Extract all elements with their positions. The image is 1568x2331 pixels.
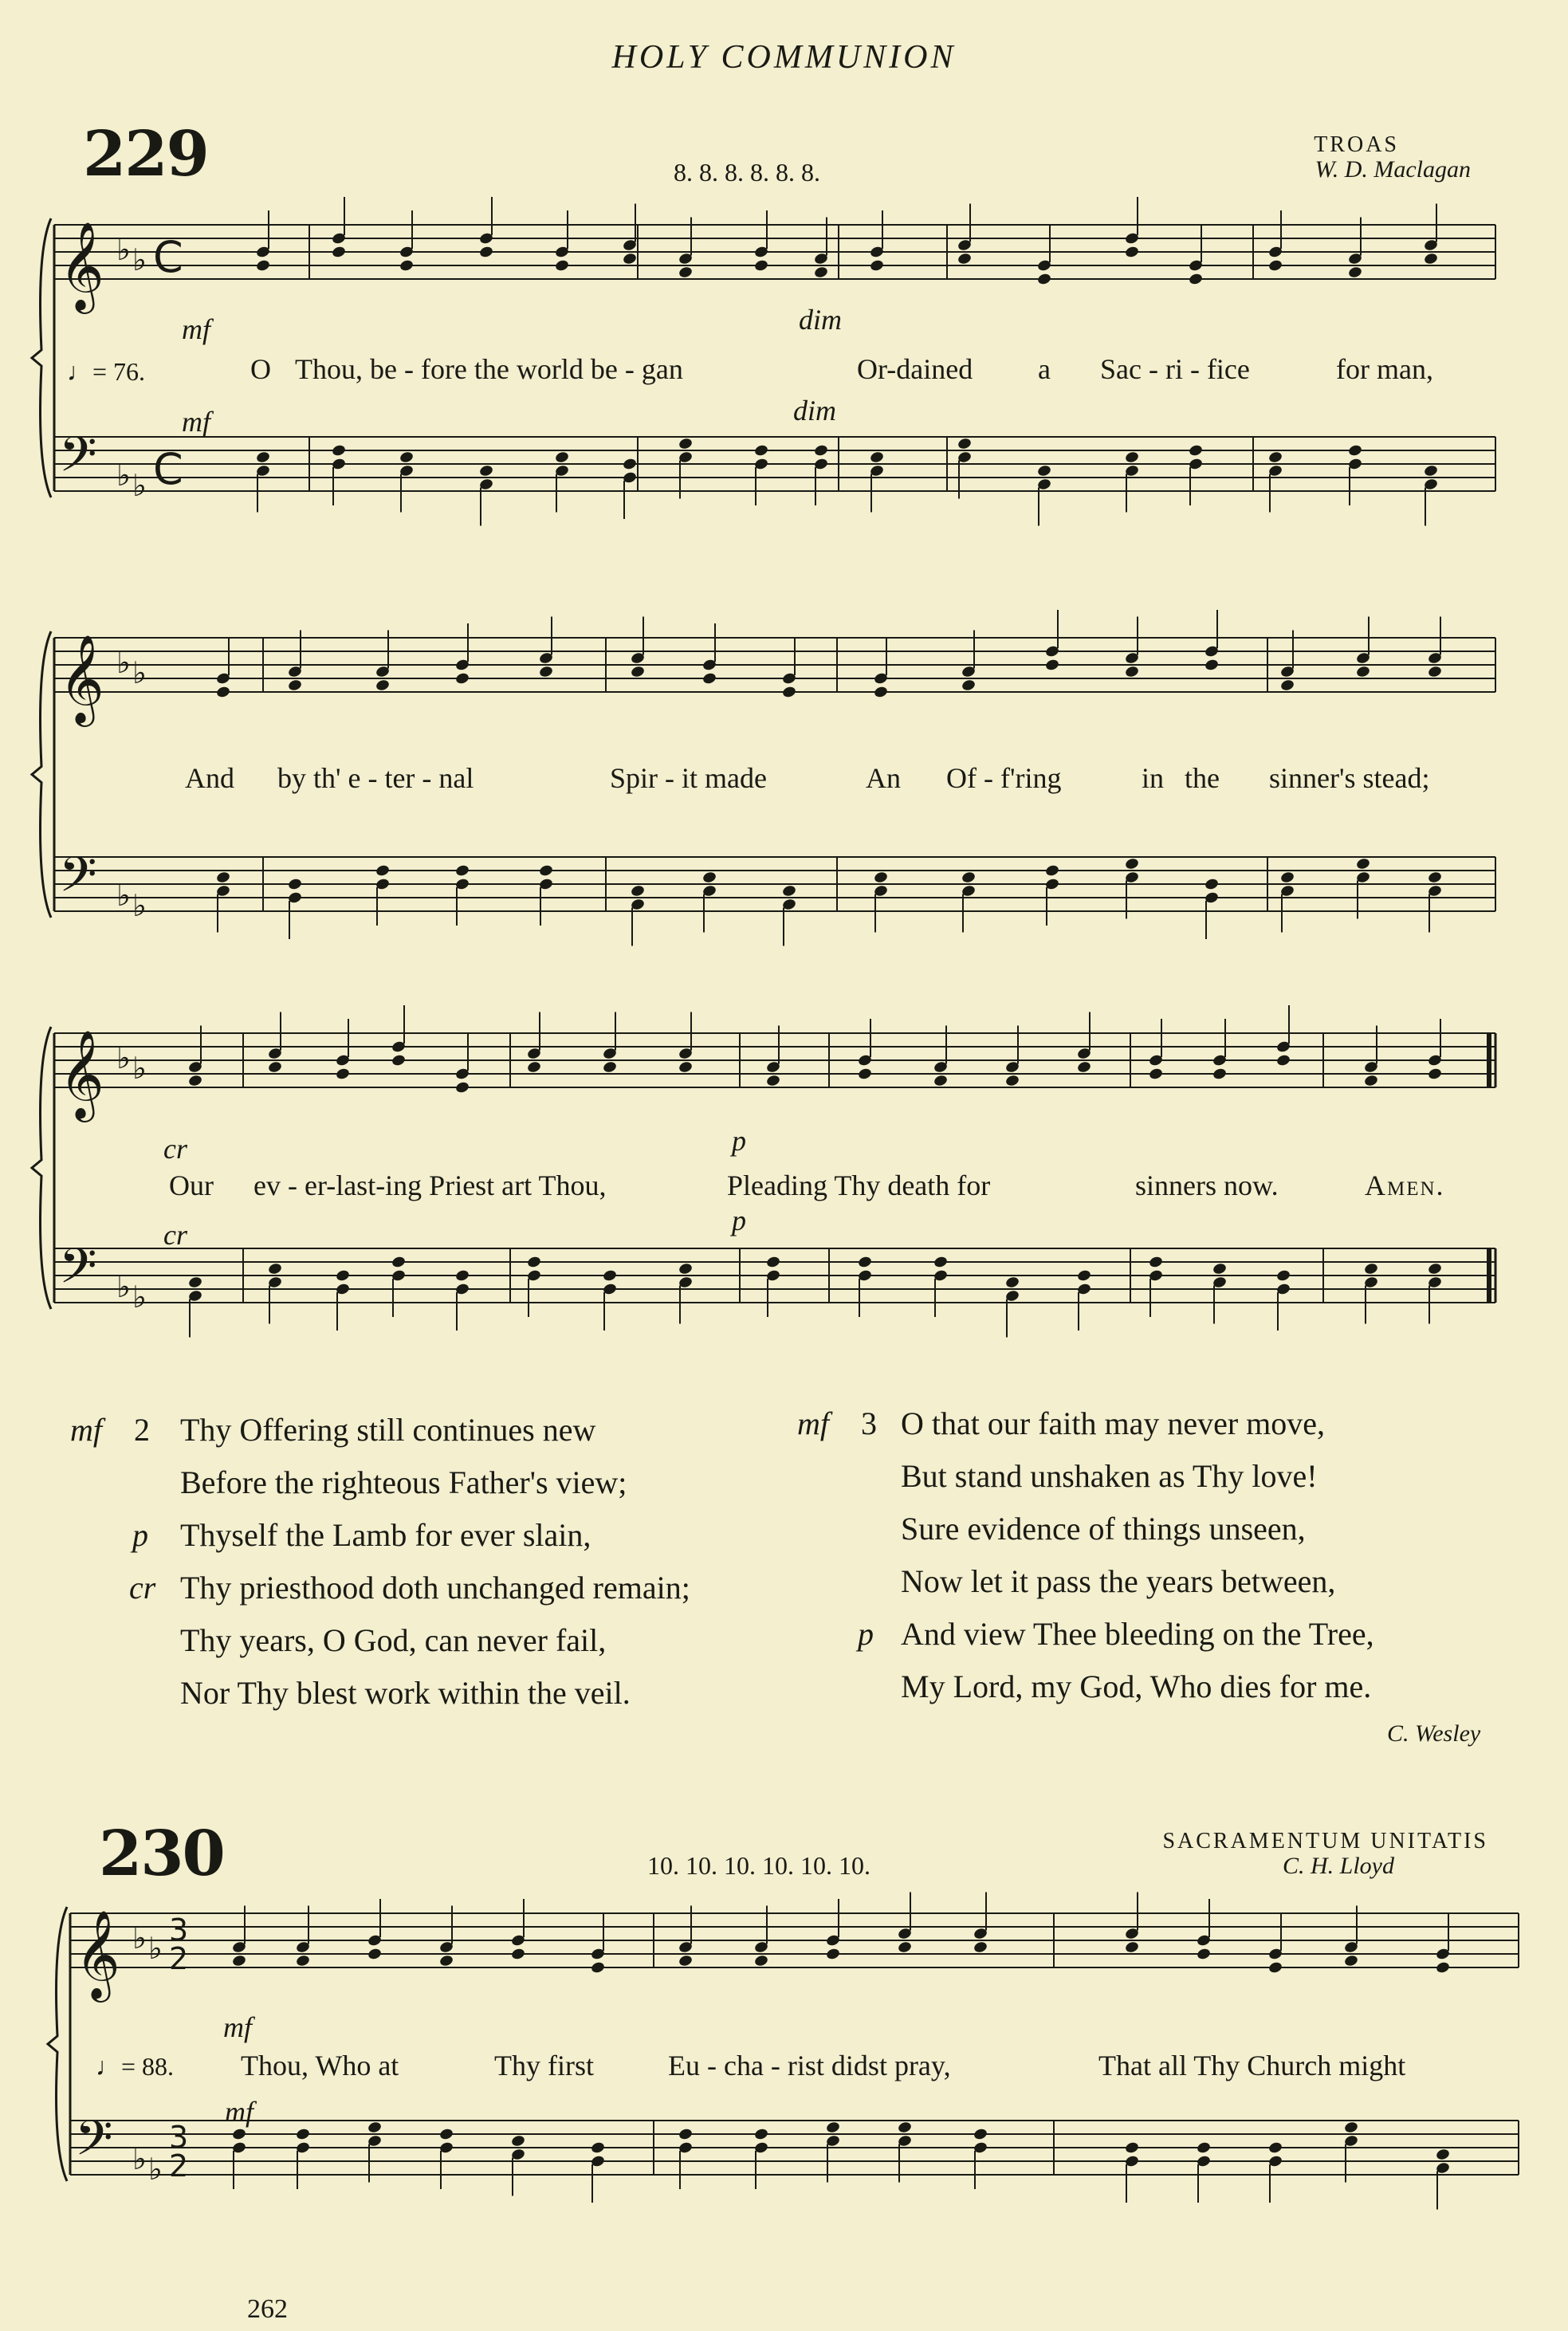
note-head [1435, 1961, 1450, 1975]
dynamic-mark: mf [225, 2096, 253, 2128]
dynamic-mark: p [732, 1205, 746, 1236]
flat-icon: ♭ [132, 2141, 147, 2176]
note-head [215, 686, 230, 699]
note-head [454, 672, 470, 686]
note-head [335, 1269, 350, 1283]
note-head [1212, 1067, 1227, 1081]
note-head [622, 458, 637, 471]
note-head [454, 864, 470, 878]
flat-icon: ♭ [148, 1931, 163, 1966]
note-head [1267, 2141, 1283, 2155]
note-head [753, 259, 768, 273]
quarter-note-icon: ♩ [96, 2052, 121, 2081]
quarter-note-icon: ♩ [67, 357, 92, 386]
note-head [255, 450, 270, 464]
treble-clef-icon: 𝄞 [59, 221, 104, 310]
note-head [630, 884, 645, 898]
note-head [1148, 1067, 1163, 1081]
note-head [701, 672, 717, 686]
note-head [753, 2128, 768, 2141]
verse-line: Nor Thy blest work within the veil. [180, 1675, 631, 1711]
system-brace [32, 631, 51, 918]
note-head [973, 2128, 988, 2141]
note-head [1124, 1940, 1139, 1954]
lyric-syllable: Our [169, 1169, 214, 1201]
note-head [1279, 871, 1295, 884]
note-head [510, 1948, 525, 1961]
dynamic-mark: dim [799, 304, 842, 336]
note-head [1124, 857, 1139, 871]
common-time-icon: C [153, 444, 183, 494]
lyric-syllable: a [1038, 353, 1051, 385]
time-sig-bottom: 2 [169, 1941, 189, 1976]
note-head [1076, 1060, 1091, 1074]
note-head [187, 1276, 202, 1289]
note-head [1044, 658, 1059, 672]
note-head [187, 1074, 202, 1087]
note-head [622, 252, 637, 265]
verse-line: And view Thee bleeding on the Tree, [901, 1616, 1374, 1652]
verse-line: But stand unshaken as Thy love! [901, 1458, 1318, 1494]
note-head [961, 678, 976, 692]
note-head [630, 665, 645, 678]
note-head [1427, 1067, 1442, 1081]
flat-icon: ♭ [132, 655, 147, 690]
note-head [295, 2128, 310, 2141]
flat-icon: ♭ [132, 1279, 147, 1315]
note-head [375, 678, 390, 692]
note-head [765, 1256, 780, 1269]
verse-line: Thy priesthood doth unchanged remain; [180, 1570, 690, 1606]
note-head [897, 2121, 912, 2134]
note-head [1004, 1074, 1020, 1087]
flat-icon: ♭ [116, 645, 131, 680]
note-head [873, 871, 888, 884]
dynamic-mark: dim [793, 395, 836, 426]
bass-clef-icon: 𝄢 [59, 426, 97, 495]
note-head [1076, 1269, 1091, 1283]
tempo-marking: ♩= 76. [67, 357, 146, 386]
verse-line: Sure evidence of things unseen, [901, 1511, 1306, 1547]
note-head [678, 1262, 693, 1276]
verse-line: Thy Offering still continues new [180, 1412, 596, 1448]
note-head [1267, 259, 1283, 273]
note-head [825, 1948, 840, 1961]
note-head [335, 1067, 350, 1081]
note-head [1343, 1954, 1358, 1967]
note-head [973, 1940, 988, 1954]
note-head [678, 437, 693, 450]
note-head [287, 878, 302, 891]
note-head [1036, 464, 1051, 478]
note-head [1355, 857, 1370, 871]
note-head [1363, 1074, 1378, 1087]
time-sig-top: 3 [169, 2120, 189, 2155]
note-head [295, 1954, 310, 1967]
note-head [287, 678, 302, 692]
flat-icon: ♭ [132, 1051, 147, 1086]
note-head [391, 1054, 406, 1067]
note-head [678, 2128, 693, 2141]
flat-icon: ♭ [116, 1269, 131, 1304]
note-head [399, 259, 414, 273]
note-head [478, 246, 493, 259]
note-head [1124, 665, 1139, 678]
note-head [454, 1269, 470, 1283]
lyric-syllable: And [185, 762, 234, 794]
note-head [813, 265, 828, 279]
note-head [538, 864, 553, 878]
dynamic-mark: p [858, 1616, 874, 1652]
treble-clef-icon: 𝄞 [59, 1029, 104, 1118]
lyric-syllable: Eu - cha - rist didst pray, [668, 2050, 951, 2081]
note-head [857, 1067, 872, 1081]
dynamic-mark: mf [797, 1405, 829, 1441]
note-head [765, 1074, 780, 1087]
note-head [478, 464, 493, 478]
note-head [1275, 1269, 1291, 1283]
note-head [554, 259, 569, 273]
note-head [1188, 444, 1203, 458]
note-head [590, 1961, 605, 1975]
note-head [438, 2128, 454, 2141]
flat-icon: ♭ [116, 232, 131, 267]
note-head [526, 1060, 541, 1074]
note-head [1204, 658, 1219, 672]
lyric-syllable: Thy first [494, 2050, 594, 2081]
note-head [813, 444, 828, 458]
dynamic-mark: mf [223, 2011, 252, 2043]
lyric-syllable: Thou, be - fore the world be - gan [295, 353, 683, 385]
dynamic-mark: p [732, 1125, 746, 1157]
note-head [267, 1262, 282, 1276]
note-head [873, 686, 888, 699]
dynamic-mark: cr [129, 1570, 156, 1606]
lyric-syllable: That all Thy Church might [1098, 2050, 1406, 2081]
lyric-syllable: Thou, Who at [241, 2050, 399, 2081]
note-head [753, 1954, 768, 1967]
note-head [825, 2121, 840, 2134]
note-head [1347, 444, 1362, 458]
note-head [1124, 2141, 1139, 2155]
note-head [1279, 678, 1295, 692]
flat-icon: ♭ [132, 468, 147, 503]
note-head [231, 1954, 246, 1967]
tempo-marking: ♩= 88. [96, 2052, 175, 2081]
note-head [438, 1954, 454, 1967]
note-head [526, 1256, 541, 1269]
system-brace [48, 1907, 67, 2181]
note-head [1004, 1276, 1020, 1289]
note-head [367, 2121, 382, 2134]
composer-name: C. H. Lloyd [1282, 1853, 1394, 1879]
note-head [961, 871, 976, 884]
note-head [957, 437, 972, 450]
lyric-syllable: sinners now. [1135, 1169, 1279, 1201]
note-head [1347, 265, 1362, 279]
note-head [367, 1948, 382, 1961]
note-head [933, 1256, 948, 1269]
note-head [1267, 450, 1283, 464]
note-head [869, 259, 884, 273]
hymn-number: 229 [83, 118, 208, 191]
note-head [1427, 871, 1442, 884]
note-head [869, 450, 884, 464]
lyric-syllable: in [1142, 762, 1165, 794]
note-head [753, 444, 768, 458]
note-head [1044, 864, 1059, 878]
note-head [454, 1081, 470, 1095]
flat-icon: ♭ [116, 458, 131, 493]
note-head [1423, 464, 1438, 478]
note-head [1196, 2141, 1211, 2155]
flat-icon: ♭ [116, 1040, 131, 1075]
flat-icon: ♭ [132, 242, 147, 277]
note-head [678, 265, 693, 279]
verse-line: Before the righteous Father's view; [180, 1464, 627, 1500]
note-head [215, 871, 230, 884]
note-head [897, 1940, 912, 1954]
note-head [391, 1256, 406, 1269]
treble-clef-icon: 𝄞 [75, 1909, 120, 1999]
note-head [399, 450, 414, 464]
verse-number: 2 [134, 1412, 150, 1448]
lyric-syllable: O [250, 353, 271, 385]
lyric-syllable: ev - er-last-ing Priest art Thou, [253, 1169, 607, 1201]
note-head [1124, 246, 1139, 259]
note-head [590, 2141, 605, 2155]
note-head [1188, 273, 1203, 286]
verse-line: Thyself the Lamb for ever slain, [180, 1517, 591, 1553]
lyric-syllable: An [866, 762, 901, 794]
hymn-meter: 10. 10. 10. 10. 10. 10. [647, 1851, 870, 1880]
dynamic-mark: cr [163, 1219, 187, 1251]
note-head [1427, 665, 1442, 678]
dynamic-mark: mf [182, 406, 210, 438]
lyric-syllable: by th' e - ter - nal [277, 762, 474, 794]
note-head [375, 864, 390, 878]
verse-line: Thy years, O God, can never fail, [180, 1622, 607, 1658]
lyric-syllable: Sac - ri - fice [1100, 353, 1250, 385]
page-number: 262 [247, 2294, 288, 2324]
note-head [1343, 2121, 1358, 2134]
lyric-syllable: Or-dained [857, 353, 973, 385]
note-head [1435, 2148, 1450, 2161]
time-sig-bottom: 2 [169, 2148, 189, 2184]
note-head [1355, 665, 1370, 678]
note-head [331, 444, 346, 458]
bass-clef-icon: 𝄢 [59, 847, 97, 915]
system-brace [32, 218, 51, 497]
treble-clef-icon: 𝄞 [59, 634, 104, 723]
note-head [510, 2134, 525, 2148]
note-head [1204, 878, 1219, 891]
note-head [678, 1954, 693, 1967]
note-head [602, 1060, 617, 1074]
note-head [1275, 1054, 1291, 1067]
note-head [678, 1060, 693, 1074]
dynamic-mark: mf [70, 1412, 102, 1448]
flat-icon: ♭ [116, 878, 131, 913]
flat-icon: ♭ [132, 888, 147, 923]
bass-clef-icon: 𝄢 [59, 1238, 97, 1307]
note-head [1427, 1262, 1442, 1276]
verse-number: 3 [861, 1405, 877, 1441]
tune-name: TROAS [1314, 132, 1399, 157]
common-time-icon: C [153, 232, 183, 282]
dynamic-mark: mf [182, 313, 210, 345]
author-credit: C. Wesley [1387, 1720, 1481, 1747]
bass-clef-icon: 𝄢 [75, 2110, 113, 2179]
note-head [1036, 273, 1051, 286]
hymn-number: 230 [99, 1818, 224, 1890]
note-head [1196, 1948, 1211, 1961]
tune-name: SACRAMENTUM UNITATIS [1162, 1829, 1488, 1853]
verse-line: My Lord, my God, Who dies for me. [901, 1669, 1372, 1704]
note-head [957, 252, 972, 265]
composer-name: W. D. Maclagan [1315, 156, 1471, 183]
note-head [933, 1074, 948, 1087]
dynamic-mark: cr [163, 1133, 187, 1165]
dynamic-mark: p [132, 1517, 148, 1553]
note-head [781, 884, 796, 898]
time-sig-top: 3 [169, 1912, 189, 1948]
note-head [1267, 1961, 1283, 1975]
section-title: HOLY COMMUNION [611, 39, 957, 76]
amen-label: Amen. [1365, 1169, 1445, 1201]
verse-line: Now let it pass the years between, [901, 1563, 1336, 1599]
lyric-syllable: Spir - it made [610, 762, 767, 794]
note-head [554, 450, 569, 464]
note-head [267, 1060, 282, 1074]
note-head [331, 246, 346, 259]
note-head [1212, 1262, 1227, 1276]
note-head [781, 686, 796, 699]
note-head [857, 1256, 872, 1269]
note-head [1124, 450, 1139, 464]
lyric-syllable: Of - f'ring [946, 762, 1062, 794]
verse-line: O that our faith may never move, [901, 1405, 1326, 1441]
note-head [255, 259, 270, 273]
hymn-meter: 8. 8. 8. 8. 8. 8. [674, 158, 820, 187]
note-head [231, 2128, 246, 2141]
note-head [602, 1269, 617, 1283]
note-head [1148, 1256, 1163, 1269]
lyric-syllable: sinner's stead; [1269, 762, 1430, 794]
note-head [701, 871, 717, 884]
note-head [1363, 1262, 1378, 1276]
lyric-syllable: for man, [1336, 353, 1433, 385]
flat-icon: ♭ [148, 2152, 163, 2187]
lyric-syllable: Pleading Thy death for [727, 1169, 991, 1201]
system-brace [32, 1027, 51, 1309]
flat-icon: ♭ [132, 1920, 147, 1956]
note-head [1423, 252, 1438, 265]
lyric-syllable: the [1185, 762, 1220, 794]
note-head [538, 665, 553, 678]
